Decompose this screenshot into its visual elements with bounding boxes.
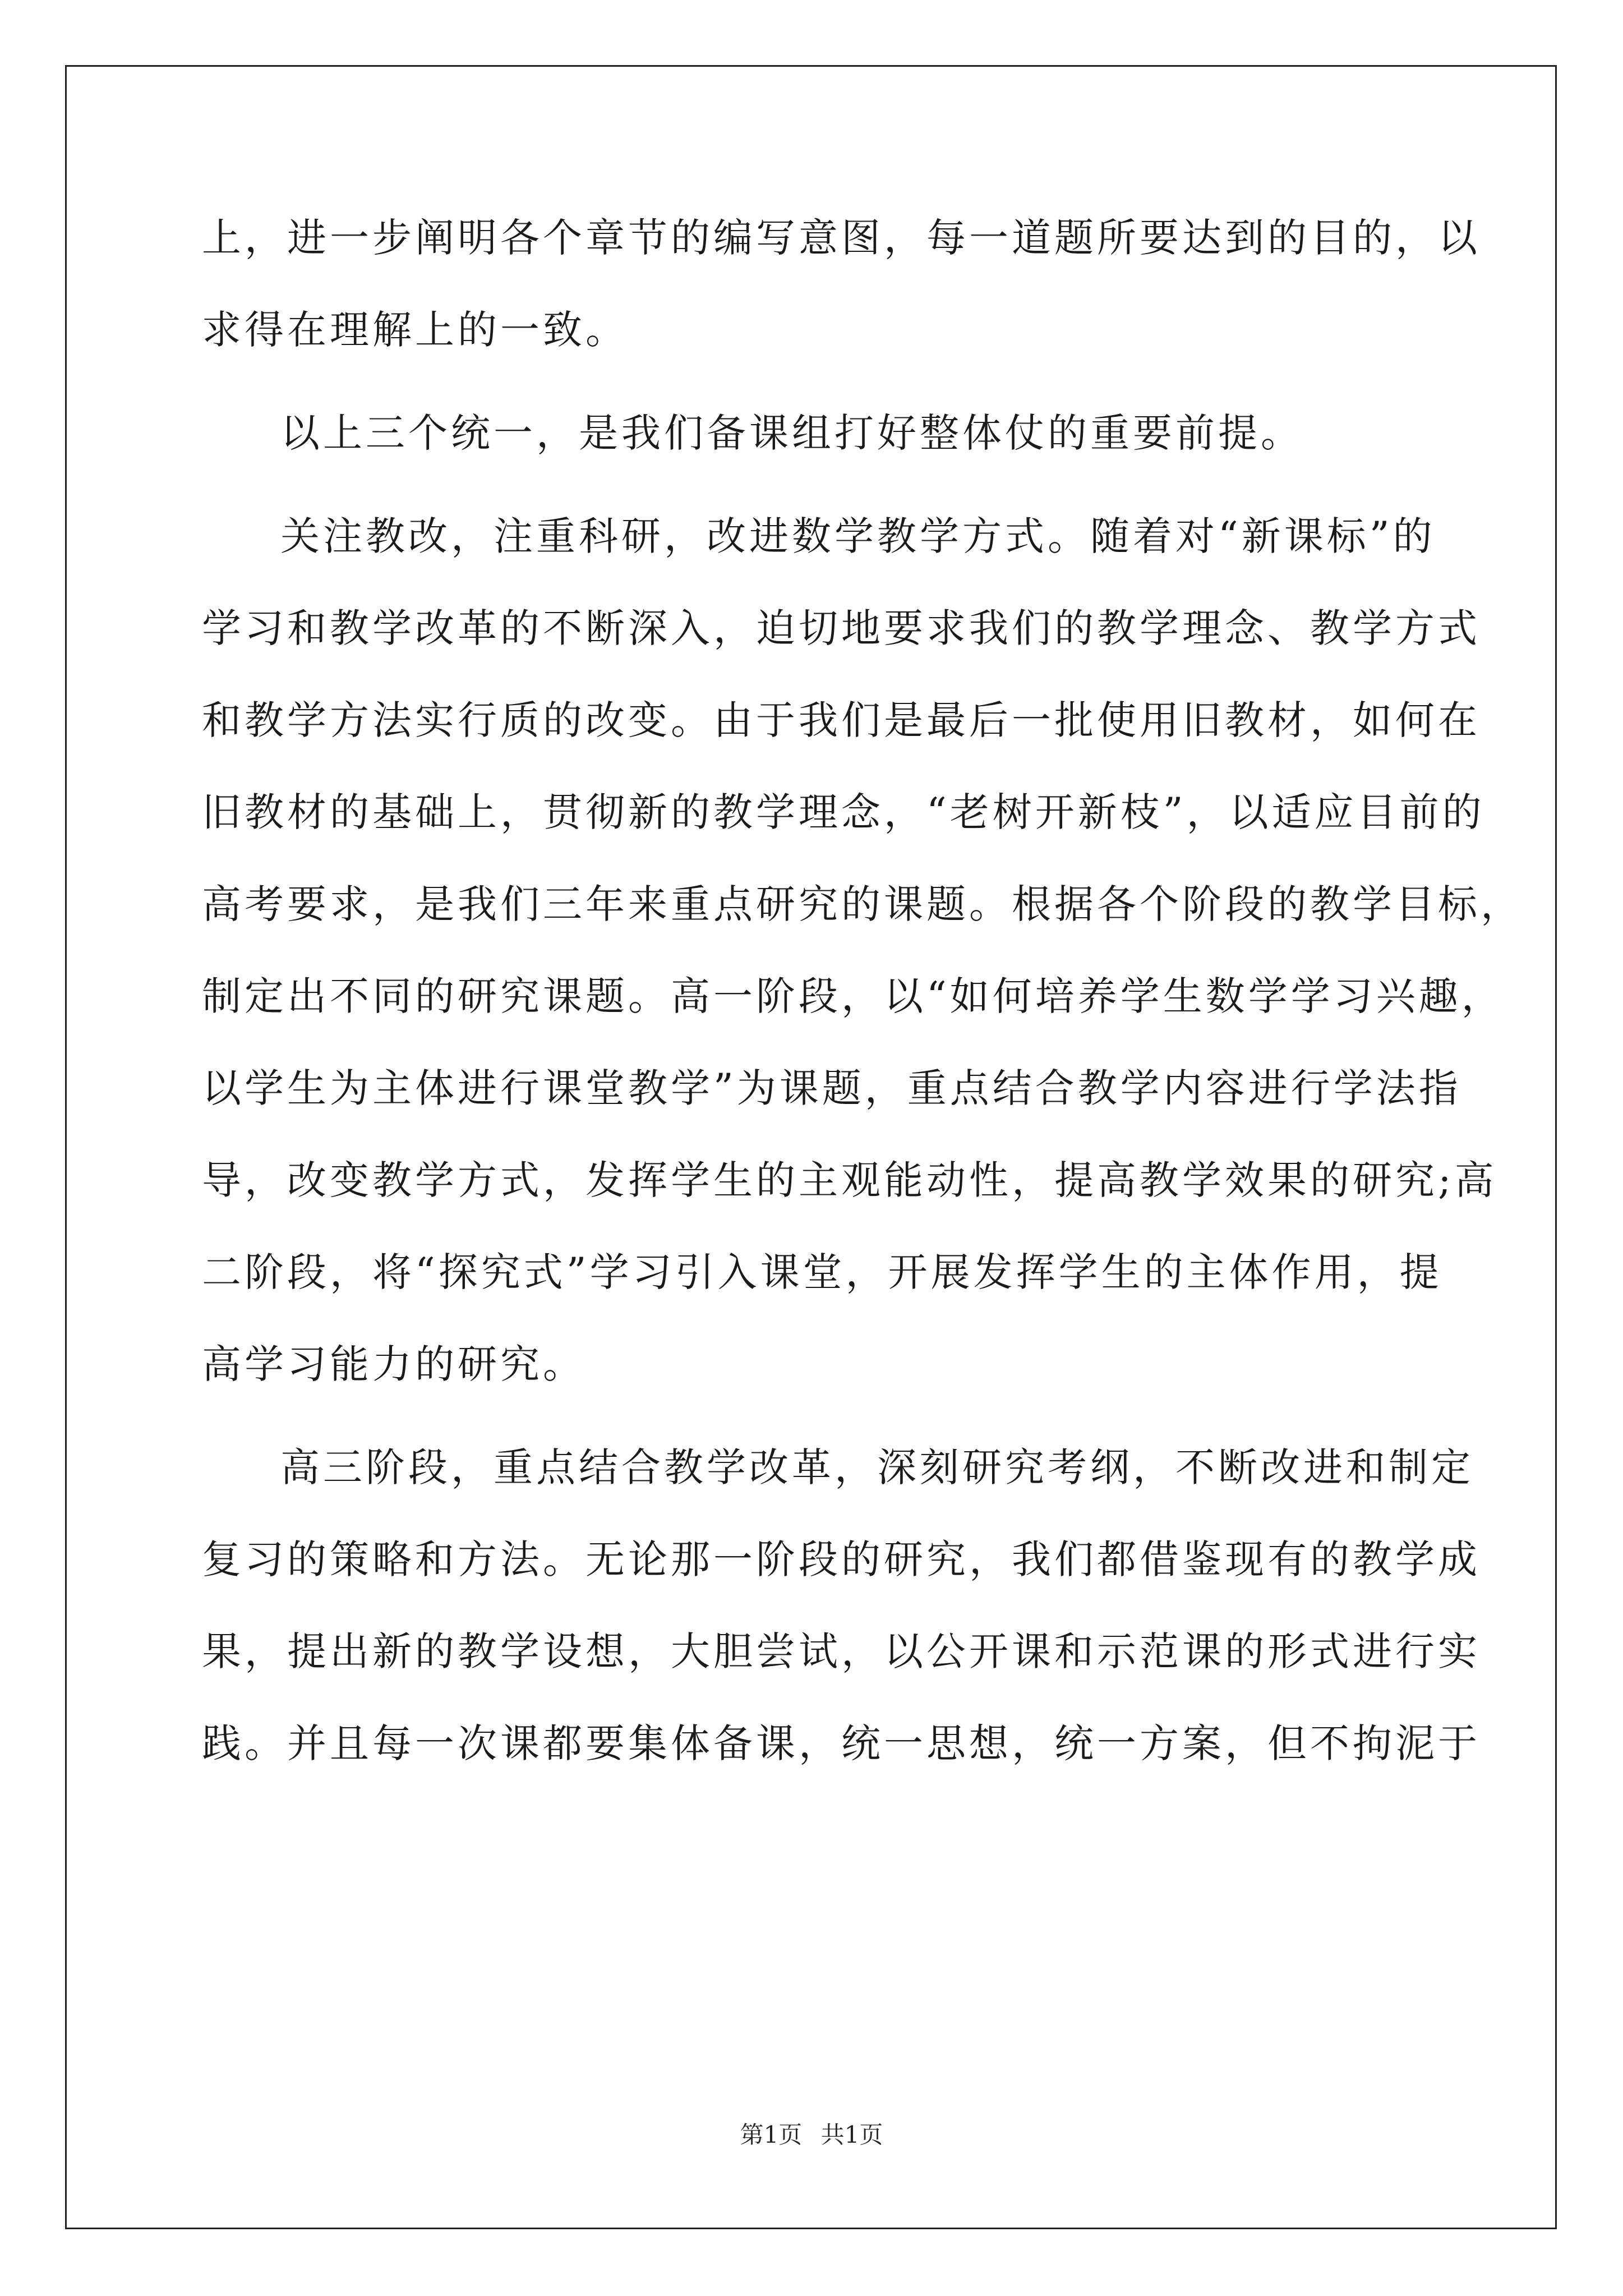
text-line: 关注教改，注重科研，改进数学教学方式。随着对“新课标”的: [280, 513, 1436, 559]
text-line: 高三阶段，重点结合教学改革，深刻研究考纲，不断改进和制定: [280, 1444, 1474, 1490]
text-line: 以上三个统一，是我们备课组打好整体仗的重要前提。: [280, 410, 1303, 456]
text-line: 高考要求，是我们三年来重点研究的课题。根据各个阶段的教学目标，: [202, 881, 1523, 927]
text-line: 求得在理解上的一致。: [202, 307, 628, 353]
text-line: 和教学方法实行质的改变。由于我们是最后一批使用旧教材，如何在: [202, 697, 1481, 743]
text-line: 二阶段，将“探究式”学习引入课堂，开展发挥学生的主体作用，提: [202, 1249, 1442, 1295]
text-line: 践。并且每一次课都要集体备课，统一思想，统一方案，但不拘泥于: [202, 1720, 1481, 1766]
text-line: 学习和教学改革的不断深入，迫切地要求我们的教学理念、教学方式: [202, 605, 1481, 651]
text-line: 旧教材的基础上，贯彻新的教学理念，“老树开新枝”，以适应目前的: [202, 789, 1485, 835]
text-line: 以学生为主体进行课堂教学”为课题，重点结合教学内容进行学法指: [202, 1065, 1461, 1111]
page-total: 共1页: [820, 2121, 883, 2148]
text-line: 上，进一步阐明各个章节的编写意图，每一道题所要达到的目的，以: [202, 215, 1481, 261]
text-line: 导，改变教学方式，发挥学生的主观能动性，提高教学效果的研究;高: [202, 1157, 1497, 1203]
text-line: 复习的策略和方法。无论那一阶段的研究，我们都借鉴现有的教学成: [202, 1536, 1481, 1582]
page-footer: [0, 2118, 1623, 2152]
text-line: 果，提出新的教学设想，大胆尝试，以公开课和示范课的形式进行实: [202, 1628, 1481, 1674]
page-number: 第1页: [740, 2121, 803, 2148]
text-line: 制定出不同的研究课题。高一阶段，以“如何培养学生数学学习兴趣，: [202, 973, 1504, 1019]
page-border: [65, 65, 1557, 2229]
text-line: 高学习能力的研究。: [202, 1341, 585, 1387]
